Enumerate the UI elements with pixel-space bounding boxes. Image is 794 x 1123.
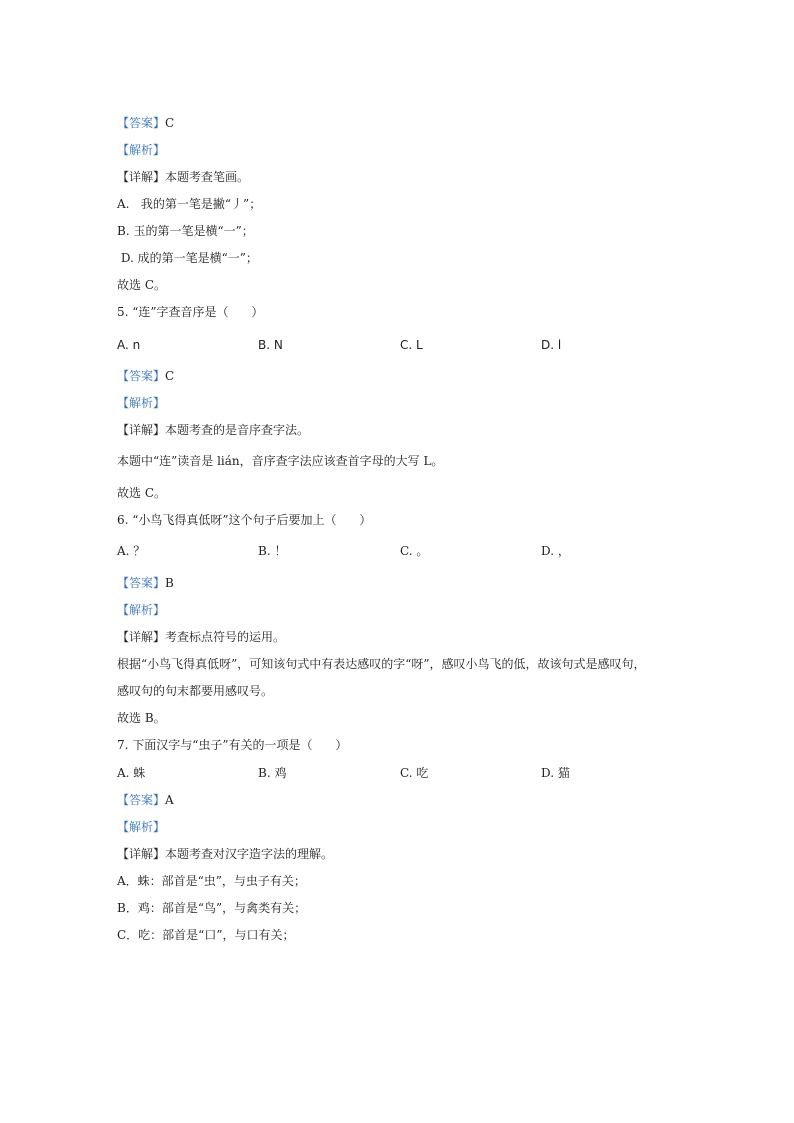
explanation-line: D. 成的第一笔是横“一”；: [117, 251, 258, 265]
option-b: B. ！: [258, 544, 287, 558]
detail-tag: 【详解】: [117, 423, 166, 437]
answer-value: B: [165, 576, 174, 590]
explanation-line: C．吃：部首是“口”，与口有关；: [117, 928, 295, 942]
answer-line: [117, 116, 174, 130]
detail-line: [117, 630, 285, 644]
explanation-line: 故选 B。: [117, 711, 166, 725]
answer-value: A: [165, 793, 174, 807]
analysis-tag: 【解析】: [117, 603, 166, 617]
answer-tag: 【答案】: [117, 369, 166, 383]
question-stem: 6. “小鸟飞得真低呀”这个句子后要加上（ ）: [117, 513, 372, 527]
detail-text: 考查标点符号的运用。: [165, 630, 286, 644]
analysis-tag: 【解析】: [117, 396, 166, 410]
explanation-line: 本题中“连”读音是 lián，音序查字法应该查首字母的大写 L。: [117, 454, 444, 468]
option-d: D. l: [541, 338, 562, 352]
detail-line: [117, 847, 333, 861]
detail-line: [117, 170, 249, 184]
explanation-line: 故选 C。: [117, 278, 166, 292]
detail-text: 本题考查对汉字造字法的理解。: [165, 847, 334, 861]
answer-line: [117, 793, 174, 807]
option-a: A. 蛛: [117, 766, 146, 780]
detail-text: 本题考查的是音序查字法。: [165, 423, 310, 437]
explanation-line: A．蛛：部首是“虫”，与虫子有关；: [117, 874, 306, 888]
answer-tag: 【答案】: [117, 576, 166, 590]
analysis-tag: 【解析】: [117, 820, 166, 834]
analysis-tag: 【解析】: [117, 143, 166, 157]
answer-line: [117, 576, 174, 590]
option-d: D. 猫: [541, 766, 570, 780]
option-b: B. 鸡: [258, 766, 287, 780]
question-stem: 7. 下面汉字与“虫子”有关的一项是（ ）: [117, 738, 348, 752]
detail-tag: 【详解】: [117, 847, 166, 861]
answer-value: C: [165, 369, 175, 383]
explanation-line: 故选 C。: [117, 486, 166, 500]
question-stem: 5. “连”字查音序是（ ）: [117, 305, 264, 319]
detail-tag: 【详解】: [117, 630, 166, 644]
explanation-line: B. 玉的第一笔是横“一”；: [117, 224, 254, 238]
detail-line: [117, 423, 309, 437]
option-c: C. 吃: [400, 766, 429, 780]
answer-line: [117, 369, 174, 383]
question-options: [117, 338, 717, 352]
option-a: A. n: [117, 338, 141, 352]
explanation-line: 感叹句的句末都要用感叹号。: [117, 684, 274, 698]
explanation-line: A. 我的第一笔是撇“丿”；: [117, 197, 262, 211]
option-b: B. N: [258, 338, 283, 352]
option-c: C. 。: [400, 544, 429, 558]
explanation-line: 根据“小鸟飞得真低呀”，可知该句式中有表达感叹的字“呀”，感叹小鸟飞的低，故该句式是感叹句，: [117, 657, 646, 671]
answer-value: C: [165, 116, 175, 130]
detail-tag: 【详解】: [117, 170, 166, 184]
explanation-line: B．鸡：部首是“鸟”，与禽类有关；: [117, 901, 307, 915]
option-c: C. L: [400, 338, 423, 352]
option-d: D. ，: [541, 544, 570, 558]
detail-text: 本题考查笔画。: [165, 170, 250, 184]
question-options: [117, 544, 717, 558]
answer-tag: 【答案】: [117, 793, 166, 807]
option-a: A. ？: [117, 544, 146, 558]
question-options: [117, 766, 717, 780]
answer-tag: 【答案】: [117, 116, 166, 130]
